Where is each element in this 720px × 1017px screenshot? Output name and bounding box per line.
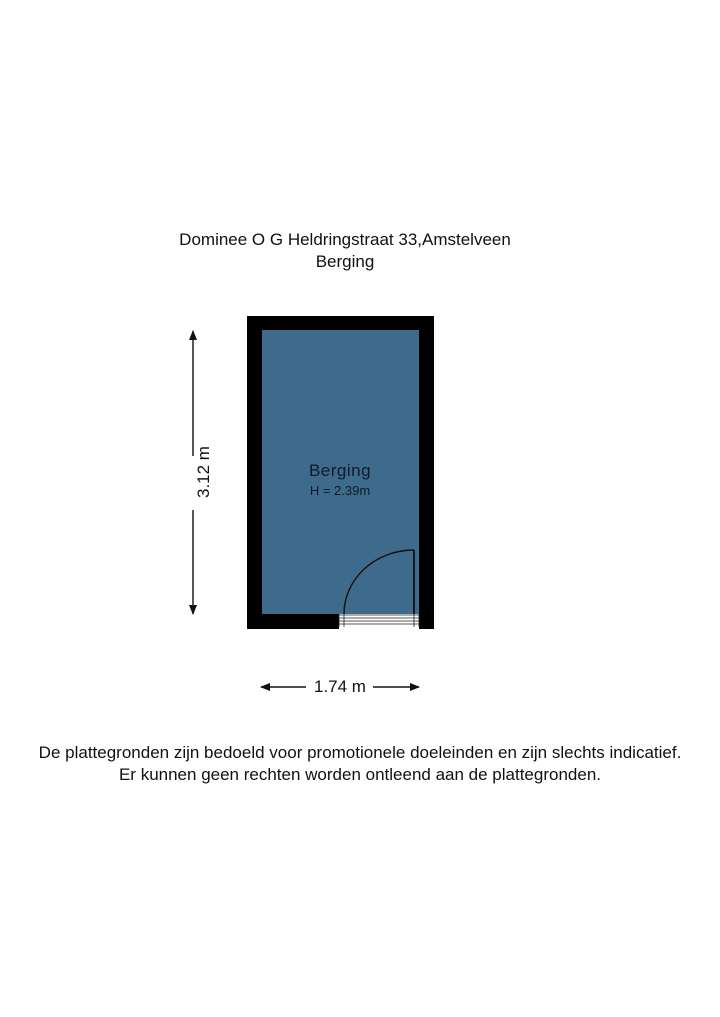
address-title: Dominee O G Heldringstraat 33,Amstelveen [179,230,511,249]
door-opening [339,614,419,629]
width-dimension-label: 1.74 m [310,677,370,697]
floor-title: Berging [315,252,375,271]
room-height: H = 2.39m [309,483,371,498]
room-name: Berging [308,461,372,480]
disclaimer-line-2: Er kunnen geen rechten worden ontleend aan de plattegronden. [118,765,602,784]
depth-dimension-label: 3.12 m [194,438,214,506]
disclaimer-line-1: De plattegronden zijn bedoeld voor promotionele doeleinden en zijn slechts indicatief. [38,743,682,762]
